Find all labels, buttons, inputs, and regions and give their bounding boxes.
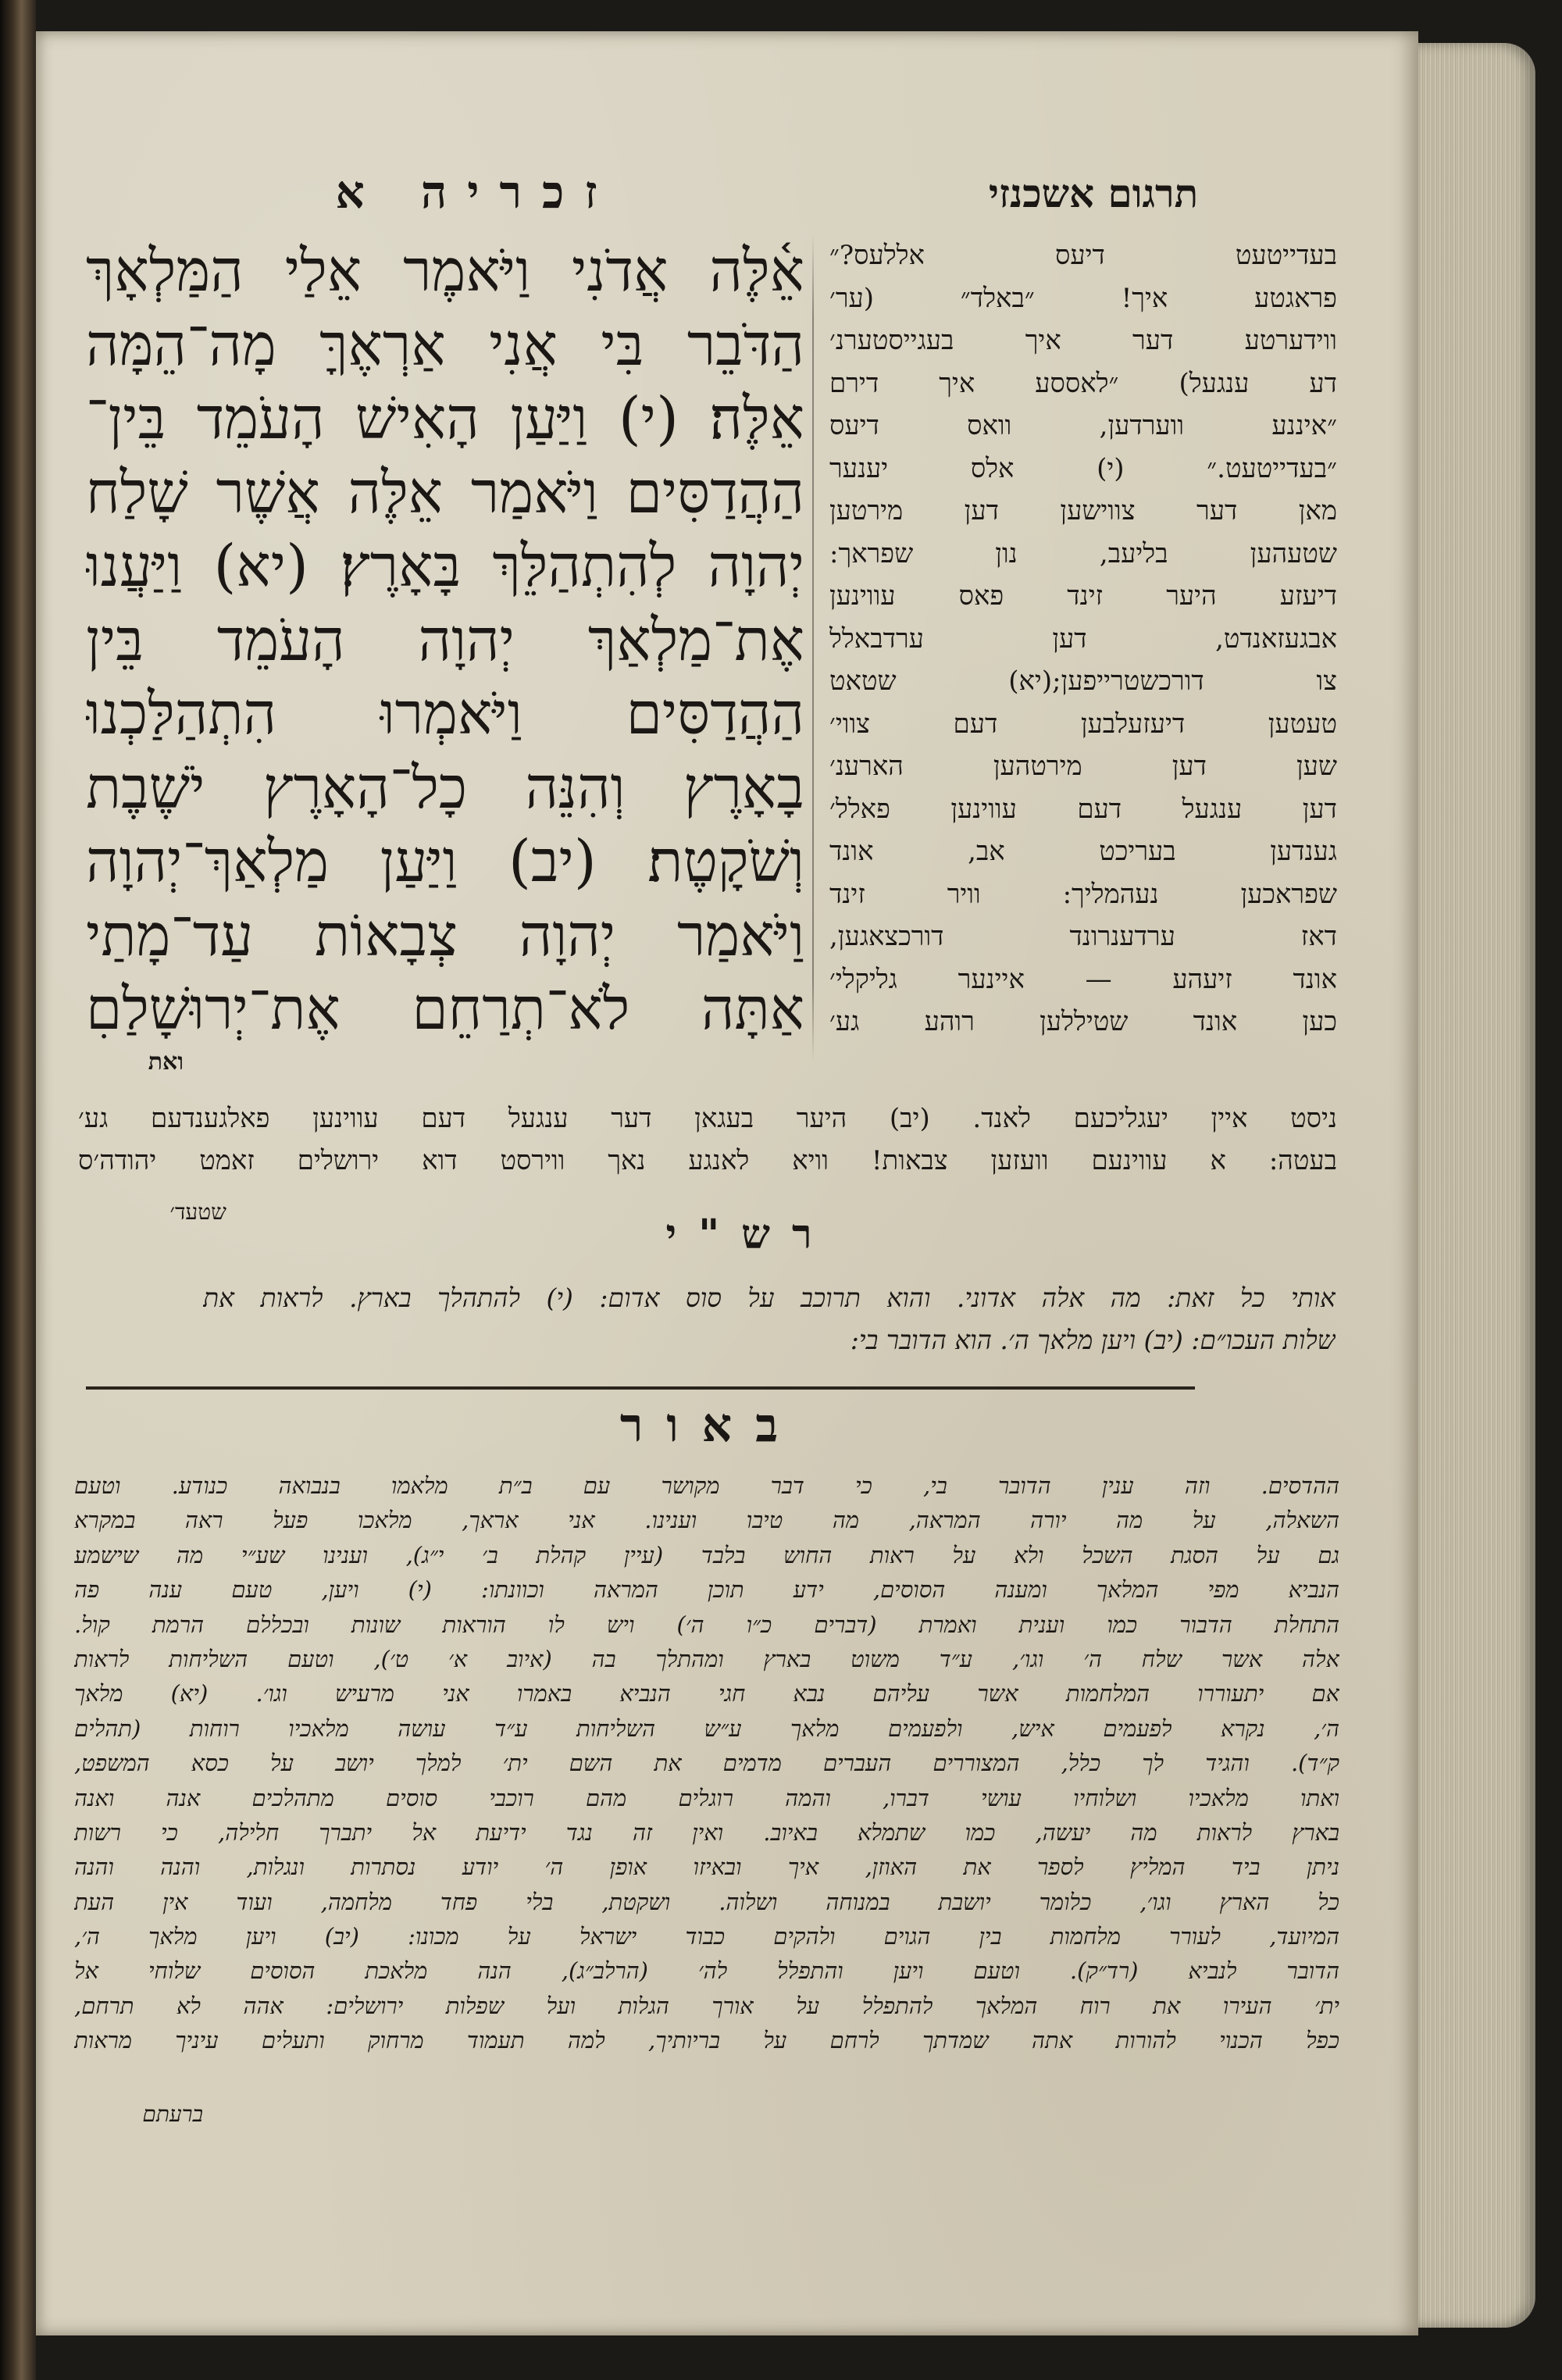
biur-commentary	[74, 1468, 1339, 2171]
biur-line: גם על הסגת השכל ולא על ראות החוש בלבד (עיין קהלת ב׳ י״ג), וענינו שע״י מה שישמע	[74, 1541, 1339, 1568]
biur-line: הדובר לנביא (רד״ק). וטעם ויען והתפלל לה׳ (הרלב״ג), הנה מלאכת הסוסים שלוחי אל	[74, 1957, 1339, 1985]
biur-line: ההדסים. וזה ענין הדובר בי, כי דבר מקושר עם ב״ת מלאמו בנבואה כנודע. וטעם	[74, 1472, 1339, 1499]
scripture-line: בָאָרֶץ וְהִנֵּה כָל־הָאָרֶץ יֹשֶׁבֶת	[86, 754, 804, 822]
targum-header: תרגום אשכנזי	[988, 170, 1199, 216]
targum-catchword: שטעד׳	[169, 1199, 226, 1225]
biur-line: ואתו מלאכיו ושלוחיו עושי דברו, והמה רוגלים מהם רוכבי סוסים מתהלכים אנה ואנה	[74, 1784, 1339, 1811]
biur-line: בארץ לראות מה יעשה, כמו שתמלא באיוב. ואין זה נגד ידיעת אל יתברך חלילה, כי רשות	[74, 1818, 1339, 1846]
biur-line: ית׳ העירו את רוח המלאך להתפלל על אורך הגלות ועל שפלות ירושלים: אהה לא תרחם,	[74, 1992, 1339, 2019]
targum-column	[829, 234, 1337, 1086]
biur-line: המיועד, לעורר מלחמות בין הגוים ולהקים כבוד ישראל על מכונו: (יב) ויען מלאך ה׳,	[74, 1923, 1339, 1950]
targum-full-line: בעטה: א עווינעם וועזען צבאות! וויא לאנגע נאך ווירסט דוא ירושלים זאמט יהודה׳ס	[78, 1145, 1337, 1176]
biur-line: התחלת הדבור כמו וענית ואמרת (דברים כ״ו ה׳) ויש לו הוראות שונות ובכללם הרמת קול.	[74, 1611, 1339, 1638]
targum-line: שען דען מירטהען הארענ׳	[829, 751, 1337, 782]
scripture-line: יְהוָה לְהִתְהַלֵּךְ בָּאָרֶץ׃ (יא) וַיַּעֲנוּ	[86, 533, 804, 600]
scripture-column	[86, 234, 804, 1047]
section-rule	[86, 1386, 1195, 1390]
biur-line: ק״ד). והגיד לך כלל, המצוררים העברים מדמים את השם ית׳ למלך יושב על כסא המשפט,	[74, 1750, 1339, 1777]
rashi-header: רש"י	[665, 1211, 834, 1258]
biur-line: השאלה, על מה יורה המראה, מה טיבו וענינו. אני אראך, מלאכו פעל ראה במקרא	[74, 1507, 1339, 1534]
page-stack-edge	[1418, 43, 1535, 2328]
targum-line: ״בעדייטעט.״ (י) אלס יענער	[829, 452, 1337, 484]
targum-line: ״איננע ווערדען, וואס דיעס	[829, 410, 1337, 441]
targum-line: דע ענגעל) ״לאססע איך דירם	[829, 367, 1337, 399]
biur-line: אלה אשר שלח ה׳ וגו׳, ע״ד משוט בארץ ומהתלך בה (איוב א׳ ט׳), וטעם השליחות לראות	[74, 1645, 1339, 1672]
targum-line: דיעזע היער זינד פאס עווינען	[829, 580, 1337, 612]
targum-line: שפראכען נעהמליך: וויר זינד	[829, 878, 1337, 910]
biur-header: באור	[619, 1398, 802, 1453]
scripture-line: הַהֲדַסִּים וַיֹּאמַר אֵלֶּה אֲשֶׁר שָׁלַח	[86, 459, 804, 526]
scripture-line: הַדֹּבֵר בִּי אֲנִי אַרְאֶךָּ מָה־הֵמָּה	[86, 311, 804, 379]
biur-line: ניתן ביד המליץ לספר את האוזן, איך ובאיזו אופן ה׳ יודע נסתרות ונגלות, והנה והנה	[74, 1854, 1339, 1881]
book-title-header: זכריה א	[335, 166, 618, 219]
targum-line: בעדייטעט דיעס אללעס?״	[829, 240, 1337, 271]
scripture-catchword: ואת	[148, 1048, 184, 1076]
column-divider	[812, 234, 814, 1062]
targum-line: כען אונד שטיללען רוהע גע׳	[829, 1006, 1337, 1037]
rashi-line: שלות העכו״ם: (יב) ויען מלאך ה׳. הוא הדובר בי:	[850, 1325, 1336, 1355]
targum-line: מאן דער צווישען דען מירטען	[829, 495, 1337, 526]
targum-line: דאז ערדענרונד דורכצאגען,	[829, 921, 1337, 952]
targum-line: גענדען בעריכט אב, אונד	[829, 836, 1337, 867]
targum-line: ווידערטע דער איך בעגייסטערנ׳	[829, 325, 1337, 356]
targum-line: אונד זיעהע — איינער גליקלי׳	[829, 963, 1337, 995]
biur-line: אם יתעוררו המלחמות אשר עליהם נבא חגי הנביא באמרו אני מרעיש וגו׳. (יא) מלאך	[74, 1680, 1339, 1707]
targum-line: אבגעזאנדט, דען ערדבאלל	[829, 623, 1337, 655]
scripture-line: אֵ֫לֶּה אֲדֹנִי וַיֹּאמֶר אֵלַי הַמַּלְאָךְ	[86, 237, 804, 305]
scripture-line: אֶת־מַלְאַךְ יְהוָה הָעֹמֵד בֵּין	[86, 606, 804, 674]
scripture-line: אַתָּה לֹא־תְרַחֵם אֶת־יְרוּשָׁלַםִ	[86, 976, 804, 1043]
biur-line: הנביא מפי המלאך ומענה הסוסים, ידע תוכן המראה וכוונתו: (י) ויען, טעם ענה פה	[74, 1576, 1339, 1604]
book-binding-edge	[0, 0, 36, 2380]
biur-line: כל הארץ וגו׳, כלומר יושבת במנוחה ושלוה. ושקטת, בלי פחד מלחמה, ועוד אין העת	[74, 1888, 1339, 1915]
targum-line: דען ענגעל דעם עווינען פאלל׳	[829, 793, 1337, 825]
rashi-commentary	[203, 1277, 1336, 1371]
targum-full-line: ניסט איין יעגליכעם לאנד. (יב) היער בעגאן דער ענגעל דעם עווינען פאלגענדעם גע׳	[78, 1103, 1337, 1134]
scripture-line: וְשֹׁקָטֶת׃ (יב) וַיַּעַן מַלְאַךְ־יְהוָה	[86, 828, 804, 895]
biur-line: ה׳, נקרא לפעמים איש, ולפעמים מלאך ע״ש השליחות ע״ד עושה מלאכיו רוחות (תהלים	[74, 1715, 1339, 1742]
targum-line: שטעהען בליעב, נון שפראך:	[829, 537, 1337, 569]
biur-line: כפל הכנוי להורות אתה שמדתך לרחם על בריותיך, למה תעמוד מרחוק ותעלים עיניך מראות	[74, 2027, 1339, 2054]
biur-catchword: ברעתם	[142, 2101, 203, 2127]
targum-line: טעטען דיעזעלבען דעם צווי׳	[829, 708, 1337, 740]
scripture-line: הַהֲדַסִּים וַיֹּאמְרוּ הִתְהַלַּכְנוּ	[86, 680, 804, 748]
rashi-line: אותי כל זאת: מה אלה אדוני. והוא תרוכב על סוס אדום: (י) להתהלך בארץ. לראות את	[203, 1283, 1336, 1313]
targum-line: צו דורכשטרייפען;(יא) שטאט	[829, 665, 1337, 697]
scripture-line: וַיֹּאמַר יְהוָה צְבָאוֹת עַד־מָתַי	[86, 901, 804, 969]
scripture-line: אֵלֶּה׃ (י) וַיַּעַן הָאִישׁ הָעֹמֵד בֵּין־	[86, 385, 804, 452]
targum-continuation	[78, 1097, 1337, 1199]
targum-line: פראגטע איך! ״באלד״ (ער׳	[829, 282, 1337, 314]
